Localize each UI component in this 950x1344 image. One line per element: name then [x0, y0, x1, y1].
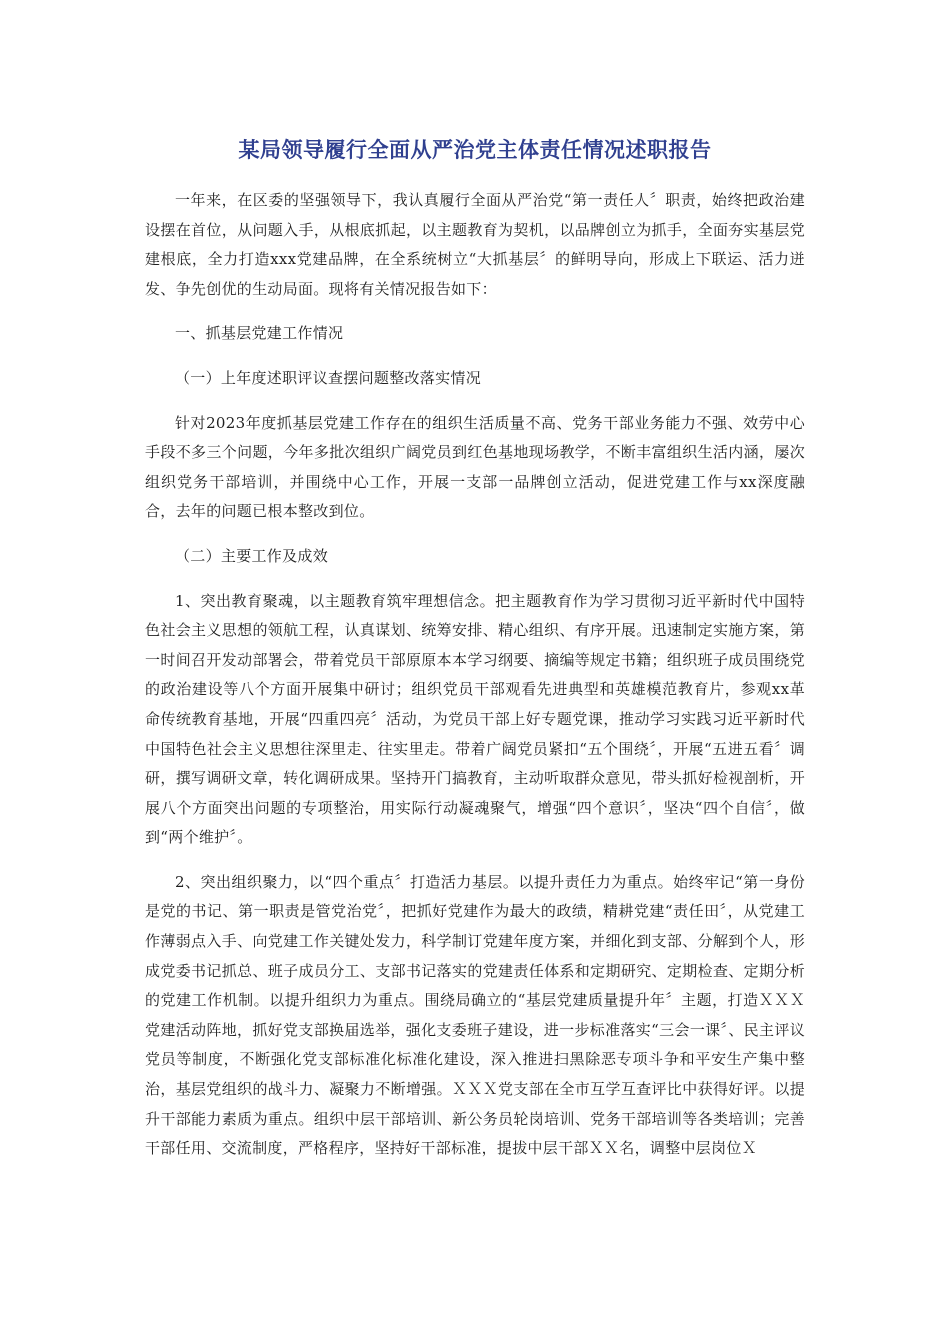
section-heading-1: 一、抓基层党建工作情况 [175, 324, 344, 343]
work-item-1-paragraph: 1、突出教育聚魂，以主题教育筑牢理想信念。把主题教育作为学习贯彻习近平新时代中国特色社会主义思想的领航工程，认真谋划、统筹安排、精心组织、有序开展。迅速制定实施方案，第一时间召开发动部署会，带着党员干部原原本本学习纲要、摘编等规定书籍；组织班子成员围绕党的政治建设等八个方面开展集中研讨；组织党员干部观看先进典型和英雄模范教育片，参观xx革命传统教育基地，开展“四重四亮〞活动，为党员干部上好专题党课，推动学习实践习近平新时代中国特色社会主义思想往深里走、往实里走。带着广阔党员紧扣“五个围绕〞，开展“五进五看〞调研，撰写调研文章，转化调研成果。坚持开门搞教育，主动听取群众意见，带头抓好检视剖析，开展八个方面突出问题的专项整治，用实际行动凝魂聚气，增强“四个意识〞，坚决“四个自信〞，做到“两个维护〞。 [145, 591, 805, 847]
spacer [145, 304, 805, 319]
subsection-heading-1: （一）上年度述职评议查摆问题整改落实情况 [175, 368, 482, 387]
report-title: 某局领导履行全面从严治党主体责任情况述职报告 [238, 138, 712, 162]
spacer [145, 172, 805, 186]
spacer [145, 572, 805, 587]
subsection-heading-2: （二）主要工作及成效 [175, 546, 329, 565]
spacer [145, 527, 805, 542]
rectification-paragraph: 针对2023年度抓基层党建工作存在的组织生活质量不高、党务干部业务能力不强、效劳中心手段不多三个问题，今年多批次组织广阔党员到红色基地现场教学，不断丰富组织生活内涵，屡次组织党务干部培训，并围绕中心工作，开展一支部一品牌创立活动，促进党建工作与xx深度融合，去年的问题已根本整改到位。 [145, 413, 805, 521]
work-item-2-paragraph: 2、突出组织聚力，以“四个重点〞打造活力基层。以提升责任力为重点。始终牢记“第一身份是党的书记、第一职责是管党治党〞，把抓好党建作为最大的政绩，精耕党建“责任田〞，从党建工作薄弱点入手、向党建工作关键处发力，科学制订党建年度方案，并细化到支部、分解到个人，形成党委书记抓总、班子成员分工、支部书记落实的党建责任体系和定期研究、定期检查、定期分析的党建工作机制。以提升组织力为重点。围绕局确立的“基层党建质量提升年〞主题，打造ＸＸＸ党建活动阵地，抓好党支部换届选举，强化支委班子建设，进一步标准落实“三会一课〞、民主评议党员等制度，不断强化党支部标准化标准化建设，深入推进扫黑除恶专项斗争和平安生产集中整治，基层党组织的战斗力、凝聚力不断增强。ＸＸＸ党支部在全市互学互查评比中获得好评。以提升干部能力素质为重点。组织中层干部培训、新公务员轮岗培训、党务干部培训等各类培训；完善干部任用、交流制度，严格程序，坚持好干部标准，提拔中层干部ＸＸ名，调整中层岗位Ｘ [145, 872, 805, 1158]
spacer [145, 853, 805, 868]
intro-paragraph: 一年来，在区委的坚强领导下，我认真履行全面从严治党“第一责任人〞职责，始终把政治建设摆在首位，从问题入手，从根底抓起，以主题教育为契机，以品牌创立为抓手，全面夯实基层党建根底，全力打造xxx党建品牌，在全系统树立“大抓基层〞的鲜明导向，形成上下联运、活力迸发、争先创优的生动局面。现将有关情况报告如下： [145, 191, 805, 298]
document-page [145, 128, 805, 1164]
spacer [145, 394, 805, 409]
spacer [145, 349, 805, 364]
